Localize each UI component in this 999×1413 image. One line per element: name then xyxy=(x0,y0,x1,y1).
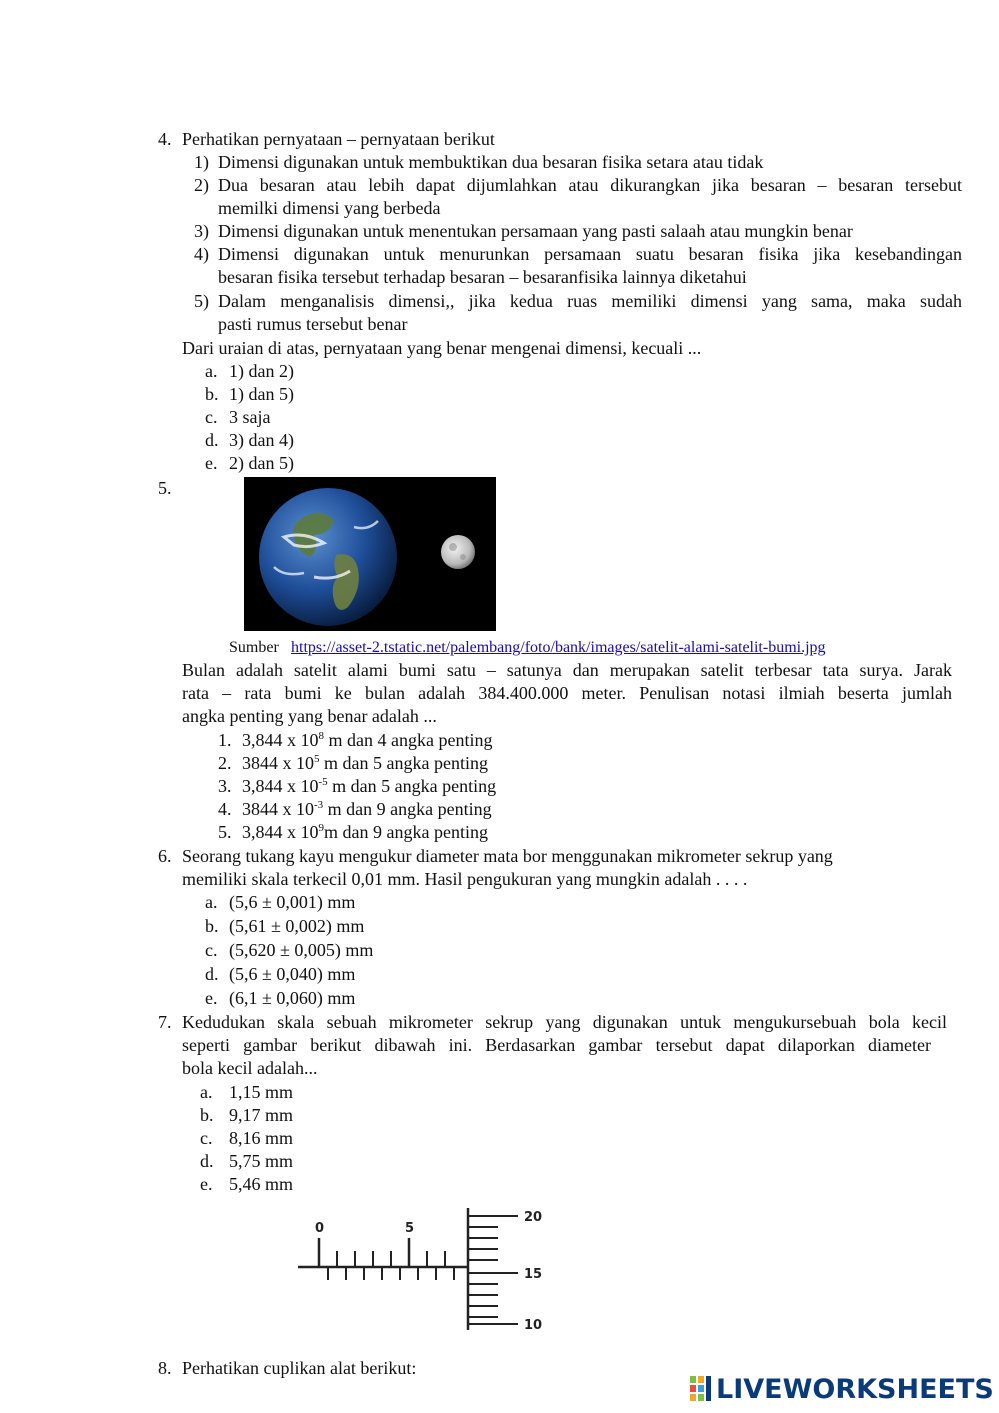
option-c[interactable]: 8,16 mm xyxy=(229,1128,294,1148)
statement-text-cont: pasti rumus tersebut benar xyxy=(218,314,408,334)
option-b[interactable]: 9,17 mm xyxy=(229,1105,294,1125)
question-stem-line: angka penting yang benar adalah ... xyxy=(182,706,437,726)
question-stem: Perhatikan pernyataan – pernyataan berikut xyxy=(182,129,495,149)
option-e[interactable]: 5,46 mm xyxy=(229,1174,294,1194)
statement-number: 1) xyxy=(194,152,209,172)
option-base: 3,844 x 10 xyxy=(242,776,319,796)
statement-text: Dimensi digunakan untuk menentukan persamaan yang pasti salaah atau mungkin benar xyxy=(218,221,853,241)
option-d[interactable]: 3) dan 4) xyxy=(229,430,294,450)
option-text xyxy=(242,729,492,751)
option-number: 4. xyxy=(218,799,232,819)
option-rest: m dan 9 angka penting xyxy=(323,799,492,819)
option-letter: d. xyxy=(205,964,219,984)
option-a[interactable]: (5,6 ± 0,001) mm xyxy=(229,892,356,912)
thimble-label-10: 10 xyxy=(524,1318,543,1333)
option-exponent: -5 xyxy=(318,776,328,788)
option-rest: m dan 5 angka penting xyxy=(319,753,488,773)
option-c[interactable]: 3 saja xyxy=(229,407,271,427)
question-prompt: Dari uraian di atas, pernyataan yang benar mengenai dimensi, kecuali ... xyxy=(182,338,702,358)
sleeve-label-0: 0 xyxy=(315,1221,325,1236)
statement-number: 4) xyxy=(194,244,209,264)
option-exponent: 5 xyxy=(314,753,320,765)
option-a[interactable]: 1) dan 2) xyxy=(229,361,294,381)
statement-text-cont: memilki dimensi yang berbeda xyxy=(218,198,441,218)
earth-moon-photo xyxy=(244,477,496,631)
question-stem-line: memiliki skala terkecil 0,01 mm. Hasil pengukuran yang mungkin adalah . . . . xyxy=(182,869,748,889)
statement-number: 2) xyxy=(194,175,209,195)
logo-text: LIVEWORKSHEETS xyxy=(716,1373,994,1405)
earth-moon-illustration xyxy=(244,477,496,631)
option-letter: d. xyxy=(205,430,219,450)
question-stem-line: Bulan adalah satelit alami bumi satu – satunya dan merupakan satelit terbesar tata surya. Jarak xyxy=(182,660,952,680)
option-letter: c. xyxy=(205,940,218,960)
option-exponent: -3 xyxy=(314,799,324,811)
statement-number: 5) xyxy=(194,291,209,311)
option-number: 1. xyxy=(218,730,232,750)
statement-text: Dimensi digunakan untuk menurunkan persamaan suatu besaran fisika jika kesebandingan xyxy=(218,244,962,264)
option-b[interactable]: 1) dan 5) xyxy=(229,384,294,404)
option-letter: b. xyxy=(205,384,219,404)
statement-text: Dalam menganalisis dimensi,, jika kedua ruas memiliki dimensi yang sama, maka sudah xyxy=(218,291,962,311)
option-number: 5. xyxy=(218,822,232,842)
option-rest: m dan 9 angka penting xyxy=(324,822,488,842)
option-rest: m dan 4 angka penting xyxy=(324,730,493,750)
question-number: 6. xyxy=(158,846,172,866)
option-text xyxy=(242,821,488,843)
statement-text: Dua besaran atau lebih dapat dijumlahkan atau dikurangkan jika besaran – besaran tersebut xyxy=(218,175,962,195)
option-exponent: 9 xyxy=(318,822,324,834)
option-letter: e. xyxy=(205,988,218,1008)
option-letter: e. xyxy=(200,1174,213,1194)
sleeve-label-5: 5 xyxy=(405,1221,415,1236)
option-letter: d. xyxy=(200,1151,214,1171)
option-b[interactable]: (5,61 ± 0,002) mm xyxy=(229,916,365,936)
option-letter: c. xyxy=(205,407,218,427)
option-d[interactable]: (5,6 ± 0,040) mm xyxy=(229,964,356,984)
option-base: 3844 x 10 xyxy=(242,753,314,773)
option-letter: e. xyxy=(205,453,218,473)
question-stem-line: bola kecil adalah... xyxy=(182,1058,318,1078)
option-base: 3,844 x 10 xyxy=(242,730,319,750)
option-e[interactable]: 2) dan 5) xyxy=(229,453,294,473)
option-letter: a. xyxy=(205,892,218,912)
question-stem: Perhatikan cuplikan alat berikut: xyxy=(182,1358,417,1378)
option-e[interactable]: (6,1 ± 0,060) mm xyxy=(229,988,356,1008)
option-letter: c. xyxy=(200,1128,213,1148)
liveworksheets-logo[interactable] xyxy=(690,1372,994,1406)
statement-text: Dimensi digunakan untuk membuktikan dua besaran fisika setara atau tidak xyxy=(218,152,764,172)
question-stem-line: rata – rata bumi ke bulan adalah 384.400.000 meter. Penulisan notasi ilmiah beserta jumlah xyxy=(182,683,952,703)
question-number: 7. xyxy=(158,1012,172,1032)
option-text xyxy=(242,775,496,797)
option-letter: b. xyxy=(200,1105,214,1125)
option-letter: a. xyxy=(205,361,218,381)
option-letter: a. xyxy=(200,1082,213,1102)
question-stem-line: seperti gambar berikut dibawah ini. Berdasarkan gambar tersebut dapat dilaporkan diameter xyxy=(182,1035,931,1055)
question-number: 8. xyxy=(158,1358,172,1378)
question-stem-line: Seorang tukang kayu mengukur diameter mata bor menggunakan mikrometer sekrup yang xyxy=(182,846,833,866)
source-label: Sumber xyxy=(229,639,279,656)
option-number: 2. xyxy=(218,753,232,773)
option-d[interactable]: 5,75 mm xyxy=(229,1151,294,1171)
statement-text-cont: besaran fisika tersebut terhadap besaran – besaranfisika lainnya diketahui xyxy=(218,267,747,287)
source-link[interactable]: https://asset-2.tstatic.net/palembang/foto/bank/images/satelit-alami-satelit-bumi.jpg xyxy=(291,639,826,656)
option-number: 3. xyxy=(218,776,232,796)
question-number: 4. xyxy=(158,129,172,149)
option-a[interactable]: 1,15 mm xyxy=(229,1082,294,1102)
option-rest: m dan 5 angka penting xyxy=(327,776,497,796)
option-base: 3844 x 10 xyxy=(242,799,314,819)
question-number: 5. xyxy=(158,478,172,498)
option-text xyxy=(242,798,492,820)
question-stem-line: Kedudukan skala sebuah mikrometer sekrup yang digunakan untuk mengukursebuah bola kecil xyxy=(182,1012,947,1032)
option-base: 3,844 x 10 xyxy=(242,822,319,842)
thimble-label-15: 15 xyxy=(524,1267,543,1282)
logo-grid-icon xyxy=(690,1375,712,1403)
statement-number: 3) xyxy=(194,221,209,241)
option-letter: b. xyxy=(205,916,219,936)
option-text xyxy=(242,752,488,774)
option-exponent: 8 xyxy=(318,730,324,742)
thimble-label-20: 20 xyxy=(524,1210,543,1225)
option-c[interactable]: (5,620 ± 0,005) mm xyxy=(229,940,374,960)
micrometer-scale-diagram xyxy=(290,1200,560,1340)
